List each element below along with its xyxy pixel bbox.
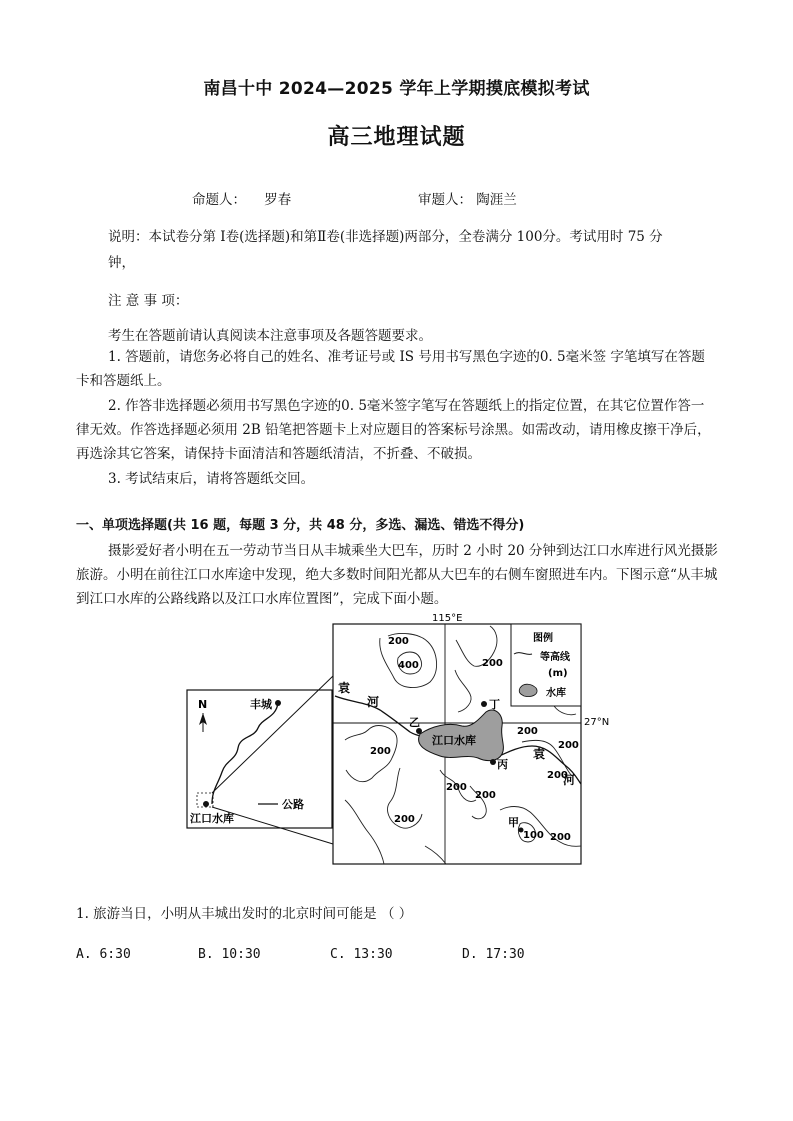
legend-contour-label: 等高线: [540, 652, 570, 663]
description-line1: 说明：本试卷分第 Ⅰ卷(选择题)和第Ⅱ卷(非选择题)两部分，全卷满分 100分。考试用时 75 分: [108, 229, 663, 245]
river-label-he-2: 河: [563, 773, 576, 787]
author-label: 命题人：: [192, 192, 246, 208]
contour-value: 200: [446, 782, 467, 793]
road-legend-label: 公路: [282, 798, 304, 811]
river-label-yuan-1: 袁: [338, 681, 351, 695]
point-ding: [481, 701, 487, 707]
description-line2: 钟，: [108, 255, 135, 271]
contour-value: 200: [388, 636, 409, 647]
connector-bottom: [212, 807, 333, 844]
route-map: [0, 610, 793, 870]
contour-value: 100: [523, 830, 544, 841]
jiangkou-inset-label: 江口水库: [190, 812, 234, 825]
contour-value: 200: [394, 814, 415, 825]
section-heading: 一、单项选择题(共 16 题，每题 3 分，共 48 分，多选、漏选、错选不得分): [76, 518, 525, 533]
label-yi: 乙: [409, 716, 420, 729]
notes-intro: 考生在答题前请认真阅读本注意事项及各题答题要求。: [108, 328, 432, 344]
river-label-he-1: 河: [367, 695, 380, 709]
notes-item-3: 3. 考试结束后，请将答题纸交回。: [108, 471, 315, 487]
legend-reservoir-label: 水库: [546, 688, 566, 699]
reviewer-label: 审题人：: [418, 192, 472, 208]
label-bing: 丙: [497, 758, 508, 771]
connector-top: [212, 676, 333, 793]
latitude-label: 27°N: [584, 717, 610, 728]
label-ding: 丁: [489, 698, 500, 711]
contour-value: 200: [475, 790, 496, 801]
longitude-label: 115°E: [432, 613, 463, 624]
contour-value: 200: [558, 740, 579, 751]
author-name: 罗春: [264, 192, 292, 208]
subject-title: 高三地理试题: [327, 125, 466, 150]
legend-title: 图例: [533, 633, 553, 644]
question-1-stem: 1. 旅游当日，小明从丰城出发时的北京时间可能是 （ ）: [76, 906, 413, 922]
jiangkou-point: [203, 801, 209, 807]
notes-heading: 注 意 事 项：: [108, 293, 189, 309]
contour-value: 400: [398, 660, 419, 671]
contour-value: 200: [482, 658, 503, 669]
question-1-option-c[interactable]: C. 13:30: [330, 947, 393, 962]
road-route: [212, 703, 278, 804]
river-label-yuan-2: 袁: [533, 747, 546, 761]
reservoir-label: 江口水库: [432, 734, 476, 747]
contour-value: 200: [550, 832, 571, 843]
question-1-option-d[interactable]: D. 17:30: [462, 947, 525, 962]
question-1-option-b[interactable]: B. 10:30: [198, 947, 261, 962]
question-1-option-a[interactable]: A. 6:30: [76, 947, 131, 962]
contour-value: 200: [370, 746, 391, 757]
contour-value: 200: [517, 726, 538, 737]
legend-unit-label: (m): [548, 668, 568, 679]
question-passage: 摄影爱好者小明在五一劳动节当日从丰城乘坐大巴车，历时 2 小时 20 分钟到达江口水库进行风光摄影旅游。小明在前往江口水库途中发现，绝大多数时间阳光都从大巴车的右侧车窗照进车内。下图示意“从丰城到江口水库的公路线路以及江口水库位置图”，完成下面小题。: [76, 543, 718, 607]
exam-title: 南昌十中 2024—2025 学年上学期摸底模拟考试: [203, 79, 590, 99]
contour-value: 200: [547, 770, 568, 781]
north-label: N: [198, 698, 208, 711]
notes-item-1: 1. 答题前，请您务必将自己的姓名、准考证号或 IS 号用书写黑色字迹的0. 5毫米签 字笔填写在答题卡和答题纸上。: [76, 349, 705, 389]
fengcheng-label: 丰城: [250, 698, 272, 711]
notes-item-2: 2. 作答非选择题必须用书写黑色字迹的0. 5毫米签字笔写在答题纸上的指定位置，在其它位置作答一律无效。作答选择题必须用 2B 铅笔把答题卡上对应题目的答案标号涂黑。如需改动，请用橡皮擦干净后，再选涂其它答案，请保持卡面清洁和答题纸清洁，不折叠、不破损。: [76, 398, 711, 462]
reviewer-line: [418, 191, 517, 209]
point-bing: [490, 759, 496, 765]
author-line: [192, 191, 291, 209]
label-jia: 甲: [508, 816, 519, 829]
reviewer-name: 陶涯兰: [476, 192, 517, 208]
